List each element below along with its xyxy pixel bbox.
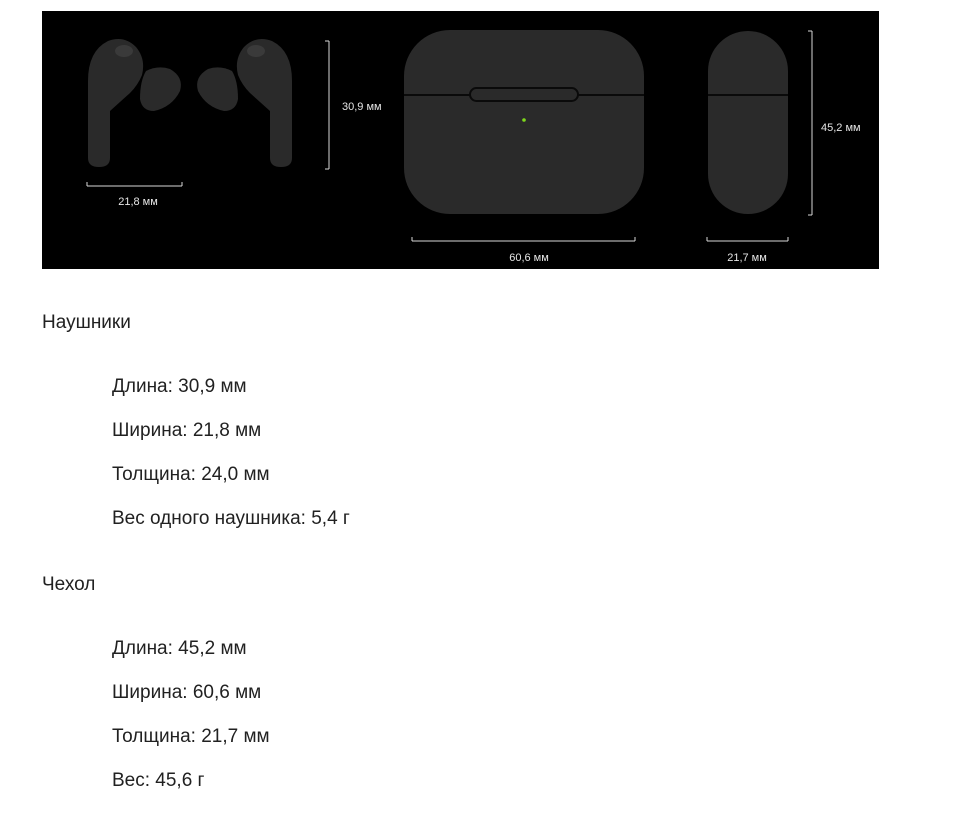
case-spec-item: Ширина: 60,6 мм [112, 682, 262, 703]
earbuds-spec-item: Ширина: 21,8 мм [112, 420, 262, 441]
case-thickness-label: 21,7 мм [727, 252, 767, 264]
earbuds-spec-list [112, 375, 350, 551]
earbuds-spec-item: Вес одного наушника: 5,4 г [112, 508, 350, 529]
right-earbud-image [197, 39, 292, 167]
earbud-length-label: 30,9 мм [342, 101, 382, 113]
case-spec-item: Толщина: 21,7 мм [112, 726, 270, 747]
status-led-icon [522, 118, 526, 122]
earbud-width-label: 21,8 мм [118, 196, 158, 208]
case-width-label: 60,6 мм [509, 252, 549, 264]
case-height-dimension [808, 31, 861, 215]
case-width-dimension [412, 237, 635, 264]
case-front-image [404, 30, 644, 214]
case-spec-item: Длина: 45,2 мм [112, 638, 247, 659]
case-spec-list [112, 637, 270, 813]
earbud-length-dimension [325, 41, 382, 169]
dimensions-diagram [42, 11, 879, 269]
earbuds-spec-item: Длина: 30,9 мм [112, 376, 247, 397]
dimensions-figure [42, 11, 879, 269]
case-side-image [708, 31, 788, 214]
case-section-title: Чехол [42, 574, 96, 595]
case-thickness-dimension [707, 237, 788, 264]
case-spec-item: Вес: 45,6 г [112, 770, 205, 791]
earbud-width-dimension [87, 182, 182, 208]
left-earbud-image [88, 39, 181, 167]
earbuds-section-title: Наушники [42, 312, 131, 333]
earbuds-spec-item: Толщина: 24,0 мм [112, 464, 270, 485]
case-height-label: 45,2 мм [821, 122, 861, 134]
